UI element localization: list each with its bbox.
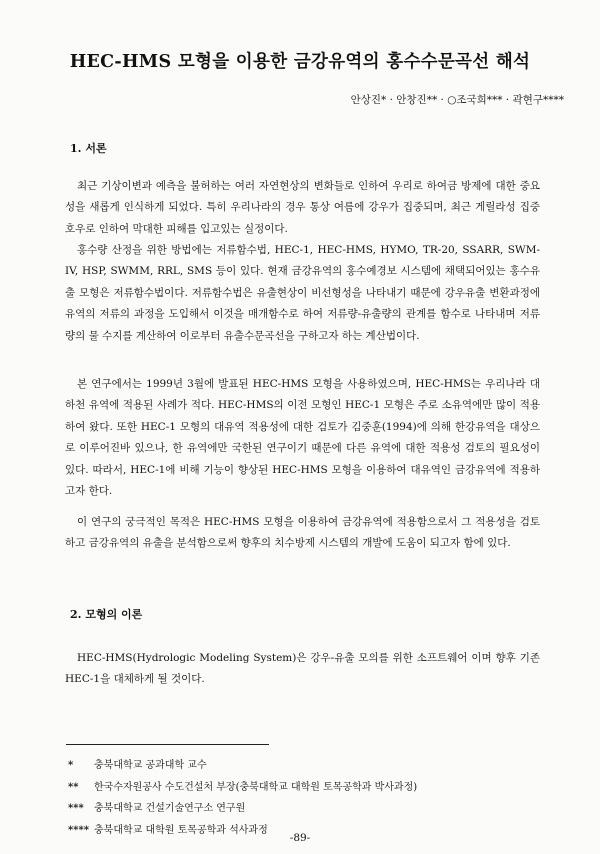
footnote-divider — [66, 744, 269, 745]
author-line: 안상진* · 안창진** · ○조국희*** · 곽현구**** — [350, 94, 564, 106]
intro-paragraph-4: 이 연구의 궁극적인 목적은 HEC-HMS 모형을 이용하여 금강유역에 적용함으로서 그 적용성을 검토하고 금강유역의 유출을 분석함으로써 향후의 치수방제 시스템의 개발에 도움이 되고자 함에 있다. — [65, 516, 540, 550]
footnote-mark: *** — [68, 803, 84, 814]
section-heading-introduction: 1. 서론 — [70, 142, 107, 155]
intro-paragraph-1: 최근 기상이변과 예측을 불허하는 여러 자연현상의 변화들로 인하여 우리로 하여금 방제에 대한 중요성을 새롭게 인식하게 되었다. 특히 우리나라의 경우 통상 여름에 강우가 집중되며, 최근 게릴라성 집중호우로 인하여 막대한 피해를 입고있는 실정이다. — [65, 180, 540, 235]
footnote-text: 충북대학교 건설기술연구소 연구원 — [94, 803, 246, 814]
footnote-list — [68, 755, 417, 841]
footnote-mark: **** — [68, 824, 89, 836]
footnote-text: 충북대학교 공과대학 교수 — [94, 760, 207, 771]
footnote-text: 한국수자원공사 수도건설처 부장(충북대학교 대학원 토목공학과 박사과정) — [94, 781, 418, 793]
footnote-mark: ** — [68, 781, 79, 793]
section-heading-model-theory: 2. 모형의 이론 — [70, 608, 143, 621]
footnote-item — [68, 777, 417, 799]
intro-paragraph-2: 홍수량 산정을 위한 방법에는 저류함수법, HEC-1, HEC-HMS, HYMO, TR-20, SSARR, SWM-IV, HSP, SWMM, RRL, SMS 등이 있다. 현재 금강유역의 홍수예경보 시스템에 채택되어있는 홍수유출 모형은 저류함수법이다. 저류함수법은 유출현상이 비선형성을 나타내기 때문에 강우유출 변환과정에 유역의 저류의 과정을 도입해서 이것을 매개함수로 하여 저류량-유출량의 관계를 함수로 나타내며 저류량의 물 수지를 계산하여 이로부터 유출수문곡선을 구하고자 하는 계산법이다. — [65, 244, 540, 342]
footnote-item — [68, 798, 417, 820]
footnote-text: 충북대학교 대학원 토목공학과 석사과정 — [94, 824, 268, 836]
footnote-mark: * — [68, 760, 74, 771]
footnote-item — [68, 755, 417, 777]
page-number: -89- — [289, 832, 311, 844]
intro-paragraph-3: 본 연구에서는 1999년 3월에 발표된 HEC-HMS 모형을 사용하였으며, HEC-HMS는 우리나라 대하천 유역에 적용된 사례가 적다. HEC-HMS의 이전 모형인 HEC-1 모형은 주로 소유역에만 많이 적용하여 왔다. 또한 HEC-1 모형의 대유역 적용성에 대한 검토가 김중훈(1994)에 의해 한강유역을 대상으로 이루어진바 있으나, 한 유역에만 국한된 연구이기 때문에 다른 유역에 대한 적용성 검토의 필요성이 있다. 따라서, HEC-1에 비해 기능이 향상된 HEC-HMS 모형을 이용하여 대유역인 금강유역에 적용하고자 한다. — [65, 378, 540, 498]
theory-paragraph-1: HEC-HMS(Hydrologic Modeling System)은 강우-유출 모의를 위한 소프트웨어 이며 향후 기존 HEC-1을 대체하게 될 것이다. — [65, 652, 540, 686]
paper-title: HEC-HMS 모형을 이용한 금강유역의 홍수수문곡선 해석 — [69, 52, 531, 72]
